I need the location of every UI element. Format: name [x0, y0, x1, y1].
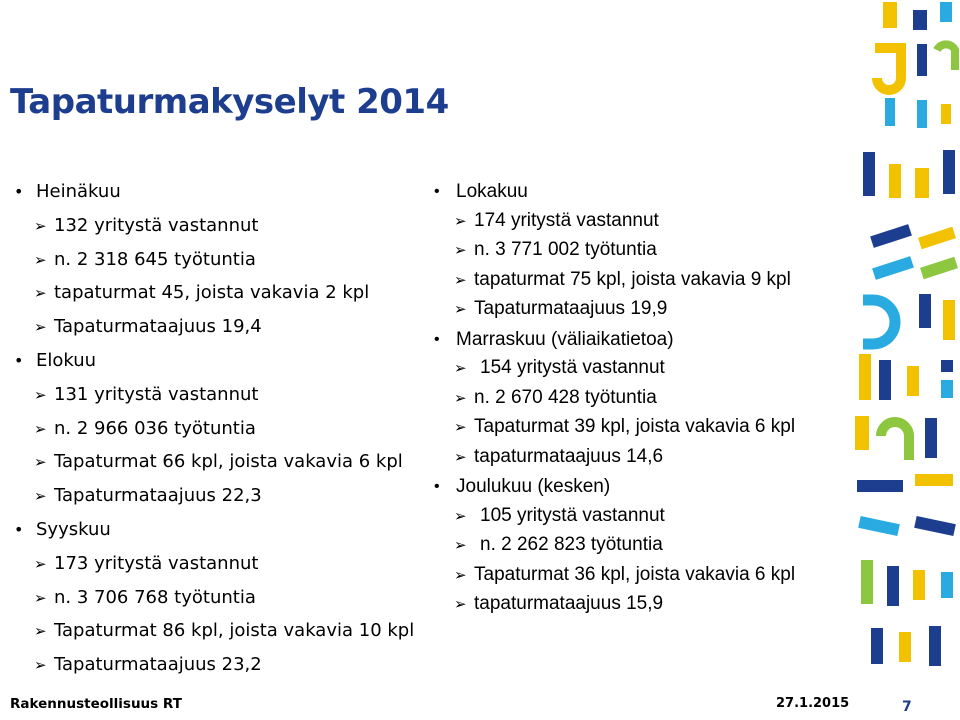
- bullet-text: Tapaturmat 86 kpl, joista vakavia 10 kpl: [54, 620, 415, 642]
- bullet-heading: [12, 180, 422, 214]
- arrow-bullet-icon: ➢: [454, 212, 467, 230]
- bullet-text: tapaturmataajuus 15,9: [474, 593, 664, 614]
- right-column-list: [432, 180, 857, 623]
- bullet-text: Tapaturmataajuus 22,3: [54, 485, 262, 507]
- bullet-text: Elokuu: [36, 349, 97, 371]
- bullet-text: tapaturmat 45, joista vakavia 2 kpl: [54, 282, 370, 304]
- bullet-subitem: [12, 214, 422, 248]
- bullet-subitem: [432, 210, 857, 240]
- arrow-bullet-icon: ➢: [34, 453, 47, 472]
- bullet-text: Joulukuu (kesken): [456, 476, 611, 497]
- bullet-subitem: [432, 357, 857, 387]
- arrow-bullet-icon: ➢: [454, 537, 467, 554]
- bullet-subitem: [432, 239, 857, 269]
- arrow-bullet-icon: ➢: [34, 656, 47, 675]
- bullet-subitem: [432, 564, 857, 594]
- bullet-text: Lokakuu: [456, 181, 528, 202]
- bullet-subitem: [12, 281, 422, 315]
- bullet-text: n. 2 262 823 työtuntia: [480, 534, 663, 555]
- page-number: 7: [902, 699, 912, 715]
- bullet-subitem: [12, 552, 422, 586]
- arrow-bullet-icon: ➢: [454, 389, 467, 407]
- arrow-bullet-icon: ➢: [454, 301, 467, 318]
- bullet-text: tapaturmat 75 kpl, joista vakavia 9 kpl: [474, 268, 791, 290]
- bullet-subitem: [12, 248, 422, 282]
- bullet-text: Tapaturmat 66 kpl, joista vakavia 6 kpl: [54, 451, 403, 473]
- bullet-dot-icon: •: [14, 182, 24, 201]
- footer-organization: Rakennusteollisuus RT: [10, 696, 182, 712]
- arrow-bullet-icon: ➢: [454, 566, 467, 584]
- bullet-text: Tapaturmataajuus 19,9: [474, 298, 668, 319]
- bullet-text: 174 yritystä vastannut: [474, 209, 659, 231]
- arrow-bullet-icon: ➢: [34, 554, 47, 573]
- arrow-bullet-icon: ➢: [34, 588, 47, 607]
- bullet-text: tapaturmataajuus 14,6: [474, 445, 664, 467]
- bullet-subitem: [432, 416, 857, 446]
- bullet-dot-icon: •: [434, 330, 440, 348]
- bullet-subitem: [12, 417, 422, 451]
- arrow-bullet-icon: ➢: [454, 507, 467, 525]
- bullet-heading: [12, 349, 422, 383]
- bullet-subitem: [432, 534, 857, 564]
- bullet-text: Tapaturmataajuus 23,2: [54, 654, 262, 676]
- bullet-text: 173 yritystä vastannut: [54, 552, 259, 574]
- bullet-subitem: [432, 593, 857, 623]
- left-column-list: [12, 180, 422, 687]
- bullet-subitem: [432, 298, 857, 328]
- bullet-subitem: [12, 619, 422, 653]
- arrow-bullet-icon: ➢: [454, 271, 467, 289]
- arrow-bullet-icon: ➢: [34, 622, 47, 641]
- arrow-bullet-icon: ➢: [34, 216, 47, 235]
- bullet-text: 132 yritystä vastannut: [54, 214, 259, 236]
- arrow-bullet-icon: ➢: [454, 596, 467, 613]
- bullet-subitem: [12, 653, 422, 687]
- bullet-heading: [432, 475, 857, 505]
- bullet-text: Tapaturmat 39 kpl, joista vakavia 6 kpl: [474, 416, 796, 437]
- bullet-text: n. 3 771 002 työtuntia: [474, 239, 657, 260]
- bullet-heading: [12, 518, 422, 552]
- bullet-subitem: [12, 484, 422, 518]
- bullet-dot-icon: •: [434, 478, 440, 495]
- bullet-text: Tapaturmataajuus 19,4: [54, 316, 262, 338]
- bullet-heading: [432, 180, 857, 210]
- page-title: Tapaturmakyselyt 2014: [10, 82, 449, 122]
- arrow-bullet-icon: ➢: [454, 242, 467, 259]
- bullet-text: n. 3 706 768 työtuntia: [54, 586, 256, 608]
- bullet-subitem: [12, 450, 422, 484]
- bullet-subitem: [432, 446, 857, 476]
- logo-stripes-icon: [845, 0, 960, 690]
- bullet-dot-icon: •: [434, 183, 440, 200]
- arrow-bullet-icon: ➢: [34, 284, 47, 303]
- bullet-text: 131 yritystä vastannut: [54, 383, 259, 405]
- arrow-bullet-icon: ➢: [34, 385, 47, 404]
- bullet-text: 105 yritystä vastannut: [480, 504, 665, 526]
- arrow-bullet-icon: ➢: [34, 487, 47, 506]
- bullet-text: 154 yritystä vastannut: [480, 357, 665, 378]
- bullet-text: Heinäkuu: [36, 181, 121, 202]
- arrow-bullet-icon: ➢: [454, 448, 467, 466]
- bullet-text: n. 2 670 428 työtuntia: [474, 386, 657, 408]
- bullet-subitem: [12, 383, 422, 417]
- bullet-heading: [432, 328, 857, 358]
- bullet-dot-icon: •: [14, 350, 24, 370]
- bullet-subitem: [432, 269, 857, 299]
- arrow-bullet-icon: ➢: [34, 250, 47, 269]
- arrow-bullet-icon: ➢: [34, 419, 47, 438]
- bullet-subitem: [12, 315, 422, 349]
- bullet-subitem: [432, 387, 857, 417]
- bullet-subitem: [12, 586, 422, 620]
- bullet-subitem: [432, 505, 857, 535]
- arrow-bullet-icon: ➢: [454, 419, 467, 436]
- bullet-dot-icon: •: [14, 519, 24, 539]
- bullet-text: Syyskuu: [36, 518, 111, 540]
- bullet-text: Tapaturmat 36 kpl, joista vakavia 6 kpl: [474, 563, 796, 585]
- arrow-bullet-icon: ➢: [454, 360, 467, 377]
- bullet-text: n. 2 318 645 työtuntia: [54, 248, 256, 270]
- bullet-text: n. 2 966 036 työtuntia: [54, 417, 256, 439]
- bullet-text: Marraskuu (väliaikatietoa): [456, 328, 674, 350]
- arrow-bullet-icon: ➢: [34, 318, 47, 337]
- footer-date: 27.1.2015: [776, 696, 850, 711]
